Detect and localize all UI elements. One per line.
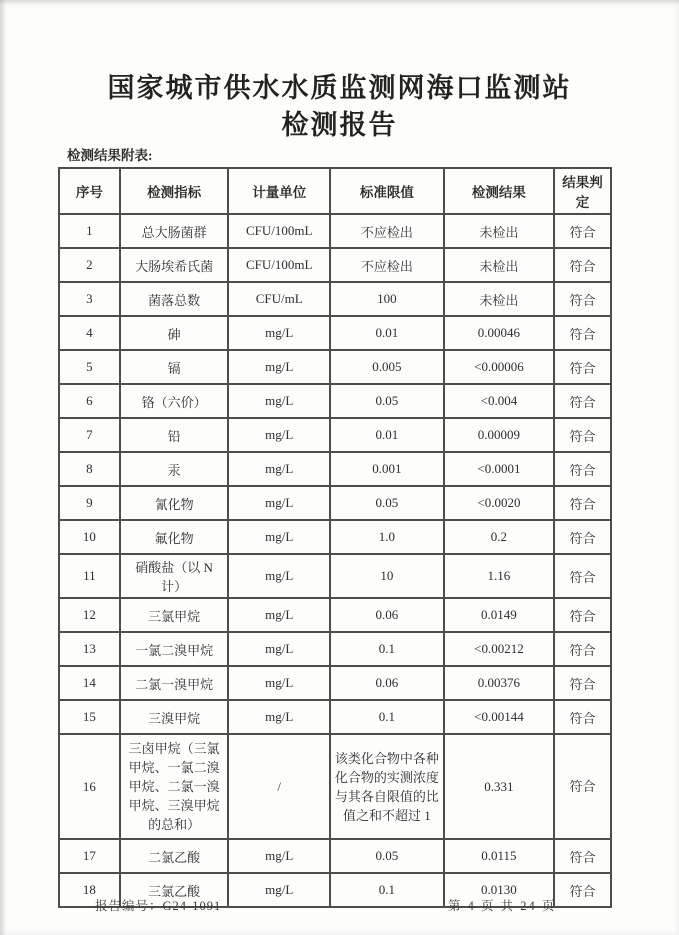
table-cell: mg/L: [228, 350, 330, 384]
table-cell: mg/L: [228, 452, 330, 486]
table-cell: 0.00046: [444, 316, 554, 350]
table-cell: mg/L: [228, 554, 330, 598]
table-cell: 0.331: [444, 734, 554, 839]
scan-edge-top: [0, 0, 679, 5]
table-cell: <0.00006: [444, 350, 554, 384]
table-cell: 4: [59, 316, 120, 350]
table-cell: mg/L: [228, 839, 330, 873]
table-cell: 符合: [554, 316, 611, 350]
table-cell: 0.06: [330, 666, 444, 700]
column-header: 计量单位: [228, 168, 330, 214]
table-cell: 未检出: [444, 248, 554, 282]
table-row: [59, 520, 611, 554]
table-cell: 16: [59, 734, 120, 839]
table-cell: 符合: [554, 282, 611, 316]
table-cell: 0.1: [330, 700, 444, 734]
table-cell: 氰化物: [120, 486, 229, 520]
table-cell: 不应检出: [330, 248, 444, 282]
report-number: 报告编号：G24-1091: [95, 899, 222, 913]
table-cell: 氟化物: [120, 520, 229, 554]
table-cell: 符合: [554, 452, 611, 486]
table-cell: 符合: [554, 418, 611, 452]
table-row: [59, 282, 611, 316]
table-cell: 硝酸盐（以 N 计）: [120, 554, 229, 598]
table-cell: 0.0149: [444, 598, 554, 632]
report-title: [0, 70, 679, 144]
table-cell: 符合: [554, 486, 611, 520]
table-cell: <0.00212: [444, 632, 554, 666]
table-cell: 14: [59, 666, 120, 700]
table-row: [59, 486, 611, 520]
table-cell: mg/L: [228, 598, 330, 632]
table-cell: 菌落总数: [120, 282, 229, 316]
page-number: 第 4 页 共 24 页: [448, 899, 557, 913]
table-cell: 8: [59, 452, 120, 486]
table-row: [59, 452, 611, 486]
column-header: 检测结果: [444, 168, 554, 214]
table-cell: 三氯乙酸: [120, 873, 229, 907]
table-cell: 0.05: [330, 384, 444, 418]
table-cell: 18: [59, 873, 120, 907]
results-table: [58, 167, 612, 908]
table-cell: 0.1: [330, 632, 444, 666]
table-cell: 三氯甲烷: [120, 598, 229, 632]
table-cell: mg/L: [228, 418, 330, 452]
table-cell: 100: [330, 282, 444, 316]
table-cell: 该类化合物中各种化合物的实测浓度与其各自限值的比值之和不超过 1: [330, 734, 444, 839]
report-title-line2: 检测报告: [281, 110, 398, 140]
table-row: [59, 598, 611, 632]
table-row: [59, 316, 611, 350]
table-cell: 0.00009: [444, 418, 554, 452]
table-cell: 1: [59, 214, 120, 248]
table-row: [59, 214, 611, 248]
table-cell: 0.2: [444, 520, 554, 554]
table-cell: 0.05: [330, 486, 444, 520]
table-cell: 15: [59, 700, 120, 734]
table-cell: 符合: [554, 384, 611, 418]
table-cell: 符合: [554, 632, 611, 666]
table-row: [59, 554, 611, 598]
table-cell: 未检出: [444, 214, 554, 248]
table-cell: 3: [59, 282, 120, 316]
table-cell: 铬（六价）: [120, 384, 229, 418]
table-cell: 10: [330, 554, 444, 598]
table-cell: 符合: [554, 700, 611, 734]
table-cell: 二氯一溴甲烷: [120, 666, 229, 700]
table-cell: mg/L: [228, 700, 330, 734]
table-cell: 镉: [120, 350, 229, 384]
column-header: 标准限值: [330, 168, 444, 214]
table-cell: mg/L: [228, 873, 330, 907]
results-table-body: [59, 214, 611, 907]
table-cell: 13: [59, 632, 120, 666]
table-cell: <0.00144: [444, 700, 554, 734]
table-cell: 一氯二溴甲烷: [120, 632, 229, 666]
table-cell: 符合: [554, 734, 611, 839]
table-cell: 1.0: [330, 520, 444, 554]
table-cell: 符合: [554, 839, 611, 873]
table-row: [59, 350, 611, 384]
report-title-line1: 国家城市供水水质监测网海口监测站: [107, 73, 572, 103]
table-row: [59, 734, 611, 839]
table-cell: 11: [59, 554, 120, 598]
column-header: 检测指标: [120, 168, 229, 214]
table-cell: 符合: [554, 873, 611, 907]
table-cell: /: [228, 734, 330, 839]
table-cell: mg/L: [228, 316, 330, 350]
table-row: [59, 632, 611, 666]
page-footer: [0, 896, 679, 916]
table-cell: 0.00376: [444, 666, 554, 700]
table-cell: 1.16: [444, 554, 554, 598]
table-cell: 汞: [120, 452, 229, 486]
table-cell: 铅: [120, 418, 229, 452]
table-cell: 5: [59, 350, 120, 384]
table-cell: 0.01: [330, 316, 444, 350]
table-cell: mg/L: [228, 520, 330, 554]
table-cell: 10: [59, 520, 120, 554]
table-cell: CFU/100mL: [228, 248, 330, 282]
column-header: 结果判定: [554, 168, 611, 214]
table-cell: 符合: [554, 598, 611, 632]
table-cell: <0.0020: [444, 486, 554, 520]
table-cell: mg/L: [228, 486, 330, 520]
table-cell: 7: [59, 418, 120, 452]
table-cell: 符合: [554, 666, 611, 700]
table-cell: 三卤甲烷（三氯甲烷、一氯二溴甲烷、二氯一溴甲烷、三溴甲烷的总和）: [120, 734, 229, 839]
table-row: [59, 666, 611, 700]
table-cell: 0.06: [330, 598, 444, 632]
table-row: [59, 700, 611, 734]
table-cell: mg/L: [228, 384, 330, 418]
table-cell: 0.01: [330, 418, 444, 452]
table-cell: CFU/mL: [228, 282, 330, 316]
table-row: [59, 839, 611, 873]
table-cell: CFU/100mL: [228, 214, 330, 248]
table-row: [59, 248, 611, 282]
table-cell: 符合: [554, 520, 611, 554]
table-cell: 三溴甲烷: [120, 700, 229, 734]
table-cell: <0.0001: [444, 452, 554, 486]
table-cell: 0.1: [330, 873, 444, 907]
table-cell: mg/L: [228, 666, 330, 700]
table-row: [59, 384, 611, 418]
table-cell: 未检出: [444, 282, 554, 316]
table-cell: 砷: [120, 316, 229, 350]
table-row: [59, 418, 611, 452]
table-cell: 0.001: [330, 452, 444, 486]
table-cell: 大肠埃希氏菌: [120, 248, 229, 282]
table-cell: 符合: [554, 214, 611, 248]
table-cell: 不应检出: [330, 214, 444, 248]
column-header: 序号: [59, 168, 120, 214]
table-cell: 6: [59, 384, 120, 418]
table-cell: 9: [59, 486, 120, 520]
table-cell: mg/L: [228, 632, 330, 666]
table-cell: <0.004: [444, 384, 554, 418]
table-cell: 符合: [554, 248, 611, 282]
table-cell: 2: [59, 248, 120, 282]
table-cell: 0.005: [330, 350, 444, 384]
table-cell: 17: [59, 839, 120, 873]
table-cell: 0.05: [330, 839, 444, 873]
table-header-row: [59, 168, 611, 214]
table-cell: 二氯乙酸: [120, 839, 229, 873]
table-cell: 0.0115: [444, 839, 554, 873]
table-cell: 符合: [554, 350, 611, 384]
table-cell: 0.0130: [444, 873, 554, 907]
table-cell: 符合: [554, 554, 611, 598]
table-cell: 总大肠菌群: [120, 214, 229, 248]
table-cell: 12: [59, 598, 120, 632]
table-caption: 检测结果附表:: [67, 148, 153, 163]
